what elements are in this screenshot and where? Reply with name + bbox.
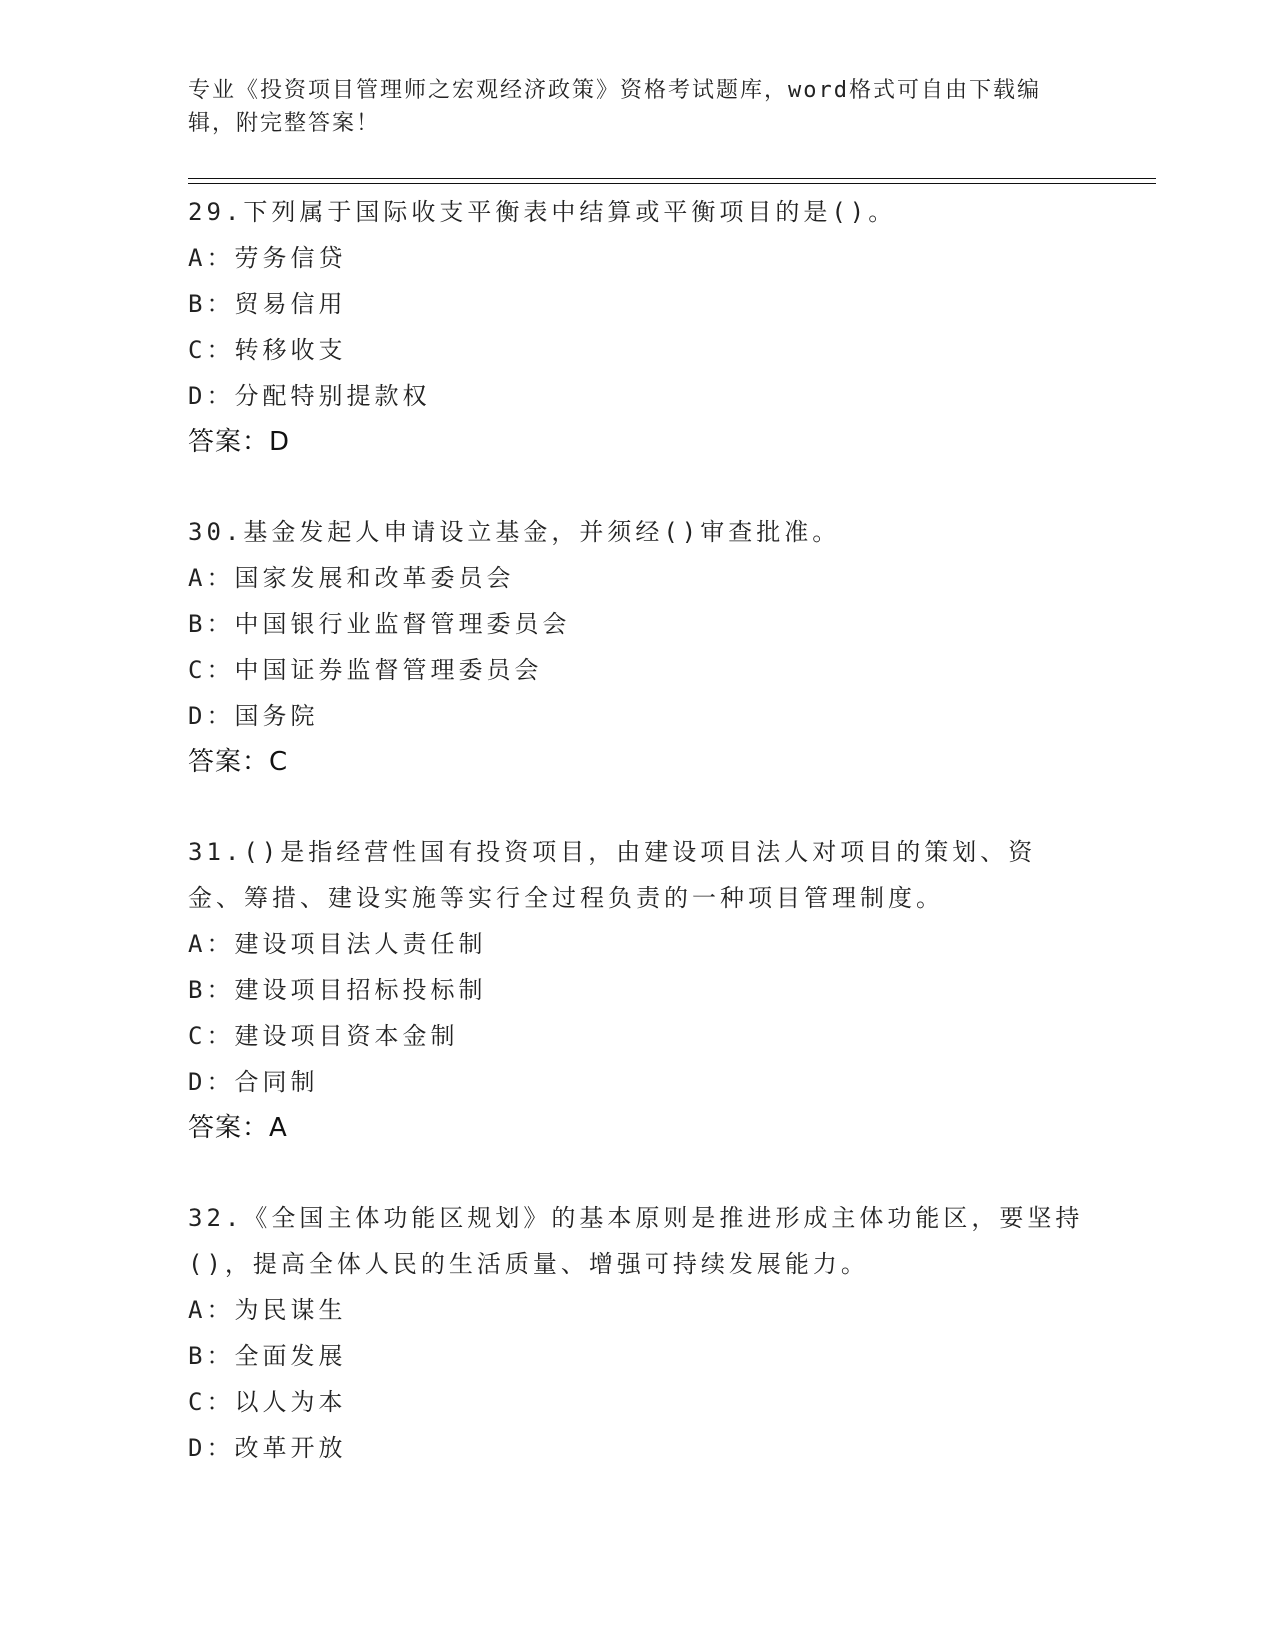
- question-stem: 30.基金发起人申请设立基金，并须经()审查批准。: [188, 518, 841, 546]
- option-d: D：分配特别提款权: [188, 382, 431, 410]
- option-a: A：劳务信贷: [188, 244, 347, 272]
- question-32: [188, 1195, 1088, 1471]
- option-c: C：建设项目资本金制: [188, 1022, 459, 1050]
- option-c: C：转移收支: [188, 336, 347, 364]
- option-a: A：国家发展和改革委员会: [188, 564, 515, 592]
- option-b: B：贸易信用: [188, 290, 347, 318]
- option-d: D：国务院: [188, 702, 319, 730]
- header-divider-top: [188, 178, 1156, 179]
- question-stem: 32.《全国主体功能区规划》的基本原则是推进形成主体功能区，要坚持()，提高全体人民的生活质量、增强可持续发展能力。: [188, 1204, 1084, 1278]
- question-list: [188, 189, 1088, 1471]
- option-d: D：改革开放: [188, 1434, 347, 1462]
- option-b: B：建设项目招标投标制: [188, 976, 487, 1004]
- option-a: A：建设项目法人责任制: [188, 930, 487, 958]
- option-c: C：中国证券监督管理委员会: [188, 656, 543, 684]
- option-a: A：为民谋生: [188, 1296, 347, 1324]
- option-b: B：全面发展: [188, 1342, 347, 1370]
- question-29: [188, 189, 1088, 465]
- document-header: 专业《投资项目管理师之宏观经济政策》资格考试题库，word格式可自由下载编辑，附完整答案！: [188, 78, 1041, 136]
- question-31: [188, 829, 1088, 1151]
- answer-line: 答案：C: [188, 747, 289, 777]
- option-d: D：合同制: [188, 1068, 319, 1096]
- header-divider-bottom: [188, 183, 1156, 184]
- answer-line: 答案：D: [188, 427, 291, 457]
- question-stem: 29.下列属于国际收支平衡表中结算或平衡项目的是()。: [188, 198, 897, 226]
- answer-line: 答案：A: [188, 1113, 288, 1143]
- question-30: [188, 509, 1088, 785]
- option-b: B：中国银行业监督管理委员会: [188, 610, 571, 638]
- question-stem: 31.()是指经营性国有投资项目，由建设项目法人对项目的策划、资金、筹措、建设实施等实行全过程负责的一种项目管理制度。: [188, 838, 1037, 912]
- option-c: C：以人为本: [188, 1388, 347, 1416]
